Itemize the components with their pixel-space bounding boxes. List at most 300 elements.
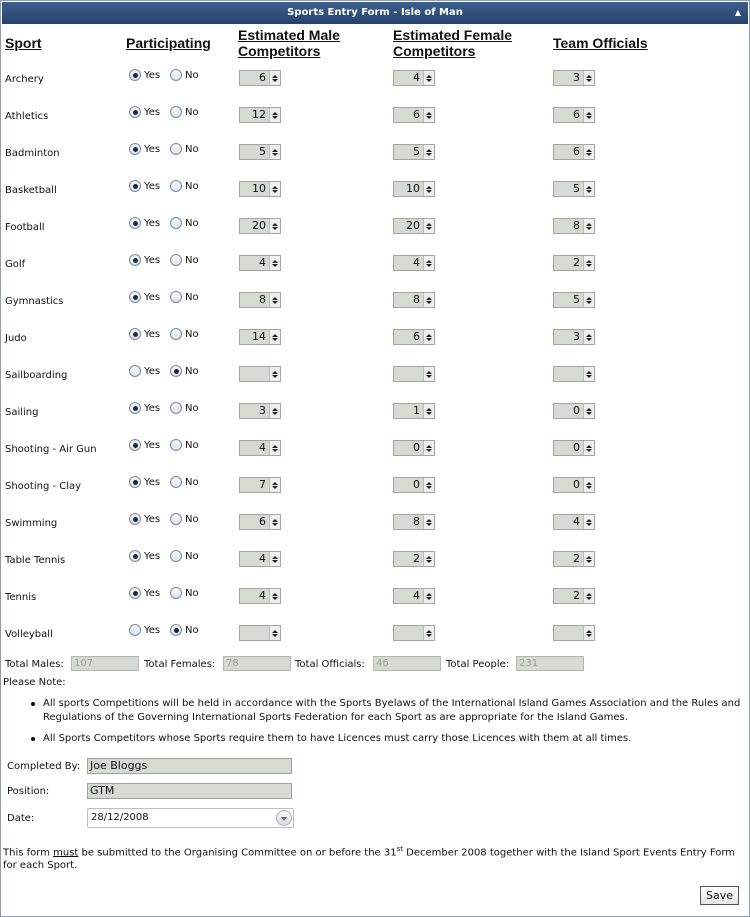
radio-no-label: No: [185, 402, 199, 414]
male-count-spinner[interactable]: [239, 440, 281, 456]
arrow-down-icon[interactable]: [426, 264, 432, 267]
spin-arrows-icon[interactable]: [269, 293, 280, 307]
spin-arrows-icon[interactable]: [583, 478, 594, 492]
participating-no-option[interactable]: [170, 143, 199, 155]
arrow-up-icon[interactable]: [426, 408, 432, 411]
participating-yes-option[interactable]: [129, 624, 160, 636]
spin-arrows-icon[interactable]: [583, 552, 594, 566]
spin-arrows-icon[interactable]: [583, 182, 594, 196]
sport-name: Basketball: [5, 185, 57, 196]
participating-yes-option[interactable]: [129, 476, 160, 488]
spin-arrows-icon[interactable]: [583, 404, 594, 418]
radio-no[interactable]: [170, 476, 182, 488]
radio-no-label: No: [185, 328, 199, 340]
male-count-value: [240, 626, 270, 640]
participating-no-option[interactable]: [170, 439, 199, 451]
spin-arrows-icon[interactable]: [423, 182, 434, 196]
arrow-down-icon[interactable]: [426, 486, 432, 489]
arrow-up-icon[interactable]: [272, 297, 278, 300]
arrow-up-icon[interactable]: [586, 519, 592, 522]
spin-arrows-icon[interactable]: [583, 441, 594, 455]
female-count-spinner[interactable]: [393, 181, 435, 197]
date-dropdown-icon[interactable]: [276, 810, 292, 826]
arrow-down-icon[interactable]: [586, 79, 592, 82]
radio-yes[interactable]: [129, 254, 141, 266]
spin-arrows-icon[interactable]: [269, 256, 280, 270]
female-count-spinner[interactable]: [393, 366, 435, 382]
radio-no[interactable]: [170, 624, 182, 636]
spin-arrows-icon[interactable]: [269, 552, 280, 566]
radio-no[interactable]: [170, 328, 182, 340]
arrow-down-icon[interactable]: [586, 264, 592, 267]
arrow-up-icon[interactable]: [272, 445, 278, 448]
officials-count-spinner[interactable]: [553, 551, 595, 567]
arrow-down-icon[interactable]: [586, 375, 592, 378]
spin-arrows-icon[interactable]: [269, 404, 280, 418]
participating-yes-option[interactable]: [129, 550, 160, 562]
female-count-spinner[interactable]: [393, 218, 435, 234]
arrow-up-icon[interactable]: [586, 186, 592, 189]
officials-count-spinner[interactable]: [553, 329, 595, 345]
arrow-up-icon[interactable]: [426, 371, 432, 374]
arrow-down-icon[interactable]: [426, 523, 432, 526]
participating-yes-option[interactable]: [129, 180, 160, 192]
arrow-up-icon[interactable]: [272, 556, 278, 559]
radio-no-label: No: [185, 217, 199, 229]
arrow-up-icon[interactable]: [586, 593, 592, 596]
radio-no[interactable]: [170, 180, 182, 192]
spin-arrows-icon[interactable]: [423, 552, 434, 566]
male-count-spinner[interactable]: [239, 551, 281, 567]
arrow-down-icon[interactable]: [272, 116, 278, 119]
arrow-down-icon[interactable]: [426, 375, 432, 378]
arrow-down-icon[interactable]: [272, 560, 278, 563]
radio-no-label: No: [185, 624, 199, 636]
arrow-down-icon[interactable]: [272, 190, 278, 193]
note-text: All sports Competitions will be held in accordance with the Sports Byelaws of the International Island Games Association and the Rules and Regulations of the Governing International Sports Federation for each Sport as are appropriate for the Island Games.: [43, 698, 741, 723]
male-count-spinner[interactable]: [239, 403, 281, 419]
save-button[interactable]: Save: [700, 886, 739, 905]
male-count-spinner[interactable]: [239, 144, 281, 160]
spin-arrows-icon[interactable]: [423, 367, 434, 381]
spin-arrows-icon[interactable]: [423, 293, 434, 307]
spin-arrows-icon[interactable]: [583, 256, 594, 270]
officials-count-spinner[interactable]: [553, 366, 595, 382]
arrow-up-icon[interactable]: [586, 556, 592, 559]
arrow-up-icon[interactable]: [272, 482, 278, 485]
arrow-down-icon[interactable]: [426, 153, 432, 156]
radio-yes[interactable]: [129, 291, 141, 303]
spin-arrows-icon[interactable]: [269, 219, 280, 233]
spin-arrows-icon[interactable]: [583, 626, 594, 640]
arrow-down-icon[interactable]: [586, 338, 592, 341]
male-count-value: 4: [259, 589, 266, 602]
male-count-spinner[interactable]: [239, 588, 281, 604]
arrow-down-icon[interactable]: [586, 523, 592, 526]
arrow-down-icon[interactable]: [426, 560, 432, 563]
radio-yes[interactable]: [129, 476, 141, 488]
arrow-down-icon[interactable]: [272, 227, 278, 230]
radio-no[interactable]: [170, 217, 182, 229]
arrow-down-icon[interactable]: [586, 116, 592, 119]
female-count-value: 2: [413, 552, 420, 565]
arrow-up-icon[interactable]: [426, 297, 432, 300]
spin-arrows-icon[interactable]: [583, 367, 594, 381]
radio-no[interactable]: [170, 69, 182, 81]
female-count-spinner[interactable]: [393, 70, 435, 86]
female-count-value: 0: [413, 441, 420, 454]
participating-yes-option[interactable]: [129, 402, 160, 414]
arrow-up-icon[interactable]: [586, 223, 592, 226]
arrow-up-icon[interactable]: [586, 445, 592, 448]
spin-arrows-icon[interactable]: [269, 108, 280, 122]
arrow-down-icon[interactable]: [426, 301, 432, 304]
arrow-down-icon[interactable]: [586, 190, 592, 193]
arrow-up-icon[interactable]: [272, 334, 278, 337]
arrow-up-icon[interactable]: [426, 186, 432, 189]
total-officials-field: 46: [373, 656, 441, 671]
spin-arrows-icon[interactable]: [423, 256, 434, 270]
radio-yes[interactable]: [129, 365, 141, 377]
officials-count-spinner[interactable]: [553, 144, 595, 160]
arrow-up-icon[interactable]: [586, 408, 592, 411]
participating-no-option[interactable]: [170, 69, 199, 81]
arrow-up-icon[interactable]: [426, 482, 432, 485]
arrow-up-icon[interactable]: [426, 149, 432, 152]
participating-yes-option[interactable]: [129, 587, 160, 599]
participating-no-option[interactable]: [170, 254, 199, 266]
participating-no-option[interactable]: [170, 476, 199, 488]
arrow-up-icon[interactable]: [586, 334, 592, 337]
officials-count-spinner[interactable]: [553, 255, 595, 271]
female-count-spinner[interactable]: [393, 144, 435, 160]
male-count-spinner[interactable]: [239, 255, 281, 271]
participating-yes-option[interactable]: [129, 328, 160, 340]
male-count-spinner[interactable]: [239, 292, 281, 308]
male-count-spinner[interactable]: [239, 218, 281, 234]
radio-no[interactable]: [170, 106, 182, 118]
spin-arrows-icon[interactable]: [269, 441, 280, 455]
participating-no-option[interactable]: [170, 513, 199, 525]
spin-arrows-icon[interactable]: [269, 182, 280, 196]
radio-no[interactable]: [170, 513, 182, 525]
participating-yes-option[interactable]: [129, 143, 160, 155]
officials-count-value: 5: [573, 182, 580, 195]
spin-arrows-icon[interactable]: [269, 367, 280, 381]
radio-yes[interactable]: [129, 217, 141, 229]
officials-count-spinner[interactable]: [553, 218, 595, 234]
arrow-up-icon[interactable]: [272, 519, 278, 522]
radio-no-label: No: [185, 587, 199, 599]
radio-yes[interactable]: [129, 106, 141, 118]
participating-no-option[interactable]: [170, 402, 199, 414]
total-males-label: Total Males:: [5, 659, 64, 670]
arrow-down-icon[interactable]: [586, 301, 592, 304]
arrow-down-icon[interactable]: [272, 338, 278, 341]
radio-yes-label: Yes: [144, 550, 161, 562]
spin-arrows-icon[interactable]: [583, 145, 594, 159]
arrow-down-icon[interactable]: [272, 523, 278, 526]
male-count-spinner[interactable]: [239, 514, 281, 530]
spin-arrows-icon[interactable]: [423, 71, 434, 85]
radio-no[interactable]: [170, 365, 182, 377]
spin-arrows-icon[interactable]: [269, 478, 280, 492]
arrow-up-icon[interactable]: [586, 482, 592, 485]
male-count-value: 3: [259, 404, 266, 417]
arrow-up-icon[interactable]: [426, 334, 432, 337]
male-count-spinner[interactable]: [239, 625, 281, 641]
sport-name: Badminton: [5, 148, 60, 159]
female-count-spinner[interactable]: [393, 514, 435, 530]
arrow-up-icon[interactable]: [586, 630, 592, 633]
arrow-down-icon[interactable]: [426, 338, 432, 341]
spin-arrows-icon[interactable]: [269, 330, 280, 344]
arrow-down-icon[interactable]: [272, 79, 278, 82]
officials-count-spinner[interactable]: [553, 514, 595, 530]
footer-sup: st: [396, 845, 403, 853]
participating-no-option[interactable]: [170, 365, 199, 377]
female-count-spinner[interactable]: [393, 440, 435, 456]
participating-no-option[interactable]: [170, 328, 199, 340]
header-female: Estimated Female Competitors: [393, 27, 513, 59]
spin-arrows-icon[interactable]: [423, 626, 434, 640]
arrow-down-icon[interactable]: [426, 227, 432, 230]
female-count-spinner[interactable]: [393, 292, 435, 308]
officials-count-spinner[interactable]: [553, 292, 595, 308]
arrow-up-icon[interactable]: [426, 260, 432, 263]
radio-no[interactable]: [170, 550, 182, 562]
arrow-down-icon[interactable]: [272, 153, 278, 156]
arrow-down-icon[interactable]: [272, 634, 278, 637]
female-count-spinner[interactable]: [393, 329, 435, 345]
arrow-up-icon[interactable]: [272, 371, 278, 374]
arrow-down-icon[interactable]: [272, 597, 278, 600]
female-count-spinner[interactable]: [393, 588, 435, 604]
bullet-icon: [31, 702, 35, 706]
participating-yes-option[interactable]: [129, 106, 160, 118]
participating-yes-option[interactable]: [129, 513, 160, 525]
male-count-spinner[interactable]: [239, 107, 281, 123]
spin-arrows-icon[interactable]: [423, 589, 434, 603]
radio-yes[interactable]: [129, 587, 141, 599]
participating-no-option[interactable]: [170, 217, 199, 229]
officials-count-spinner[interactable]: [553, 107, 595, 123]
bullet-icon: [31, 737, 35, 741]
officials-count-spinner[interactable]: [553, 477, 595, 493]
radio-yes[interactable]: [129, 143, 141, 155]
radio-no[interactable]: [170, 587, 182, 599]
radio-no[interactable]: [170, 143, 182, 155]
spin-arrows-icon[interactable]: [423, 478, 434, 492]
radio-no[interactable]: [170, 254, 182, 266]
radio-yes[interactable]: [129, 69, 141, 81]
participating-no-option[interactable]: [170, 291, 199, 303]
spin-arrows-icon[interactable]: [269, 626, 280, 640]
officials-count-spinner[interactable]: [553, 403, 595, 419]
sport-name: Golf: [5, 259, 26, 270]
arrow-up-icon[interactable]: [586, 297, 592, 300]
arrow-down-icon[interactable]: [586, 560, 592, 563]
spin-arrows-icon[interactable]: [583, 293, 594, 307]
arrow-up-icon[interactable]: [586, 75, 592, 78]
arrow-down-icon[interactable]: [272, 301, 278, 304]
radio-yes-label: Yes: [144, 291, 161, 303]
header-participating: Participating: [126, 35, 211, 51]
arrow-up-icon[interactable]: [272, 223, 278, 226]
officials-count-spinner[interactable]: [553, 181, 595, 197]
participating-yes-option[interactable]: [129, 69, 160, 81]
arrow-up-icon[interactable]: [586, 149, 592, 152]
radio-yes-label: Yes: [144, 365, 161, 377]
participating-no-option[interactable]: [170, 106, 199, 118]
radio-yes[interactable]: [129, 180, 141, 192]
radio-no[interactable]: [170, 402, 182, 414]
female-count-spinner[interactable]: [393, 107, 435, 123]
arrow-up-icon[interactable]: [272, 260, 278, 263]
spin-arrows-icon[interactable]: [423, 145, 434, 159]
spin-arrows-icon[interactable]: [269, 589, 280, 603]
arrow-down-icon[interactable]: [586, 486, 592, 489]
arrow-down-icon[interactable]: [426, 634, 432, 637]
female-count-value: [394, 367, 424, 381]
radio-yes[interactable]: [129, 550, 141, 562]
arrow-down-icon[interactable]: [426, 79, 432, 82]
spin-arrows-icon[interactable]: [583, 219, 594, 233]
spin-arrows-icon[interactable]: [423, 219, 434, 233]
arrow-up-icon[interactable]: [272, 408, 278, 411]
radio-yes[interactable]: [129, 402, 141, 414]
arrow-down-icon[interactable]: [272, 412, 278, 415]
arrow-down-icon[interactable]: [586, 153, 592, 156]
arrow-down-icon[interactable]: [426, 190, 432, 193]
male-count-value: 8: [259, 293, 266, 306]
spin-arrows-icon[interactable]: [423, 404, 434, 418]
arrow-up-icon[interactable]: [586, 371, 592, 374]
spin-arrows-icon[interactable]: [423, 441, 434, 455]
participating-no-option[interactable]: [170, 550, 199, 562]
arrow-up-icon[interactable]: [426, 593, 432, 596]
female-count-value: 0: [413, 478, 420, 491]
arrow-down-icon[interactable]: [426, 412, 432, 415]
completed-by-input[interactable]: Joe Bloggs: [87, 758, 292, 774]
participating-no-option[interactable]: [170, 180, 199, 192]
arrow-up-icon[interactable]: [272, 112, 278, 115]
arrow-down-icon[interactable]: [272, 449, 278, 452]
arrow-up-icon[interactable]: [272, 186, 278, 189]
spin-arrows-icon[interactable]: [269, 71, 280, 85]
arrow-down-icon[interactable]: [272, 264, 278, 267]
radio-yes-label: Yes: [144, 328, 161, 340]
arrow-up-icon[interactable]: [426, 112, 432, 115]
female-count-spinner[interactable]: [393, 625, 435, 641]
male-count-spinner[interactable]: [239, 181, 281, 197]
arrow-up-icon[interactable]: [272, 630, 278, 633]
officials-count-spinner[interactable]: [553, 625, 595, 641]
arrow-up-icon[interactable]: [426, 556, 432, 559]
officials-count-spinner[interactable]: [553, 70, 595, 86]
position-input[interactable]: GTM: [87, 783, 292, 799]
spin-arrows-icon[interactable]: [423, 515, 434, 529]
male-count-spinner[interactable]: [239, 70, 281, 86]
officials-count-spinner[interactable]: [553, 588, 595, 604]
arrow-up-icon[interactable]: [272, 149, 278, 152]
radio-no[interactable]: [170, 291, 182, 303]
participating-yes-option[interactable]: [129, 291, 160, 303]
participating-no-option[interactable]: [170, 587, 199, 599]
arrow-down-icon[interactable]: [426, 116, 432, 119]
radio-no[interactable]: [170, 439, 182, 451]
radio-yes[interactable]: [129, 328, 141, 340]
arrow-up-icon[interactable]: [426, 519, 432, 522]
arrow-down-icon[interactable]: [586, 597, 592, 600]
spin-arrows-icon[interactable]: [423, 330, 434, 344]
female-count-spinner[interactable]: [393, 403, 435, 419]
spin-arrows-icon[interactable]: [269, 515, 280, 529]
spin-arrows-icon[interactable]: [423, 108, 434, 122]
spin-arrows-icon[interactable]: [583, 515, 594, 529]
arrow-up-icon[interactable]: [272, 593, 278, 596]
arrow-down-icon[interactable]: [426, 449, 432, 452]
arrow-up-icon[interactable]: [426, 75, 432, 78]
arrow-down-icon[interactable]: [272, 486, 278, 489]
total-females-label: Total Females:: [144, 659, 216, 670]
radio-yes[interactable]: [129, 513, 141, 525]
arrow-down-icon[interactable]: [272, 375, 278, 378]
spin-arrows-icon[interactable]: [269, 145, 280, 159]
officials-count-value: 0: [573, 404, 580, 417]
male-count-spinner[interactable]: [239, 366, 281, 382]
participating-yes-option[interactable]: [129, 254, 160, 266]
arrow-down-icon[interactable]: [586, 227, 592, 230]
arrow-up-icon[interactable]: [426, 223, 432, 226]
female-count-spinner[interactable]: [393, 255, 435, 271]
female-count-value: 4: [413, 71, 420, 84]
arrow-up-icon[interactable]: [426, 445, 432, 448]
collapse-icon[interactable]: ▲: [734, 8, 742, 17]
arrow-up-icon[interactable]: [586, 260, 592, 263]
spin-arrows-icon[interactable]: [583, 330, 594, 344]
officials-count-spinner[interactable]: [553, 440, 595, 456]
arrow-down-icon[interactable]: [586, 449, 592, 452]
female-count-spinner[interactable]: [393, 551, 435, 567]
arrow-up-icon[interactable]: [426, 630, 432, 633]
arrow-down-icon[interactable]: [586, 412, 592, 415]
participating-no-option[interactable]: [170, 624, 199, 636]
officials-count-value: 4: [573, 515, 580, 528]
date-picker[interactable]: [87, 808, 294, 828]
arrow-down-icon[interactable]: [586, 634, 592, 637]
female-count-spinner[interactable]: [393, 477, 435, 493]
arrow-up-icon[interactable]: [272, 75, 278, 78]
male-count-spinner[interactable]: [239, 477, 281, 493]
spin-arrows-icon[interactable]: [583, 71, 594, 85]
male-count-value: 20: [252, 219, 266, 232]
participating-yes-option[interactable]: [129, 217, 160, 229]
radio-yes-label: Yes: [144, 69, 161, 81]
radio-yes[interactable]: [129, 624, 141, 636]
arrow-down-icon[interactable]: [426, 597, 432, 600]
spin-arrows-icon[interactable]: [583, 589, 594, 603]
participating-yes-option[interactable]: [129, 439, 160, 451]
radio-yes[interactable]: [129, 439, 141, 451]
radio-yes-label: Yes: [144, 180, 161, 192]
footer-text-3: December 2008 together with the Island Sport Events Entry Form for each Sport.: [3, 847, 736, 872]
participating-yes-option[interactable]: [129, 365, 160, 377]
male-count-spinner[interactable]: [239, 329, 281, 345]
spin-arrows-icon[interactable]: [583, 108, 594, 122]
radio-no-label: No: [185, 254, 199, 266]
arrow-up-icon[interactable]: [586, 112, 592, 115]
